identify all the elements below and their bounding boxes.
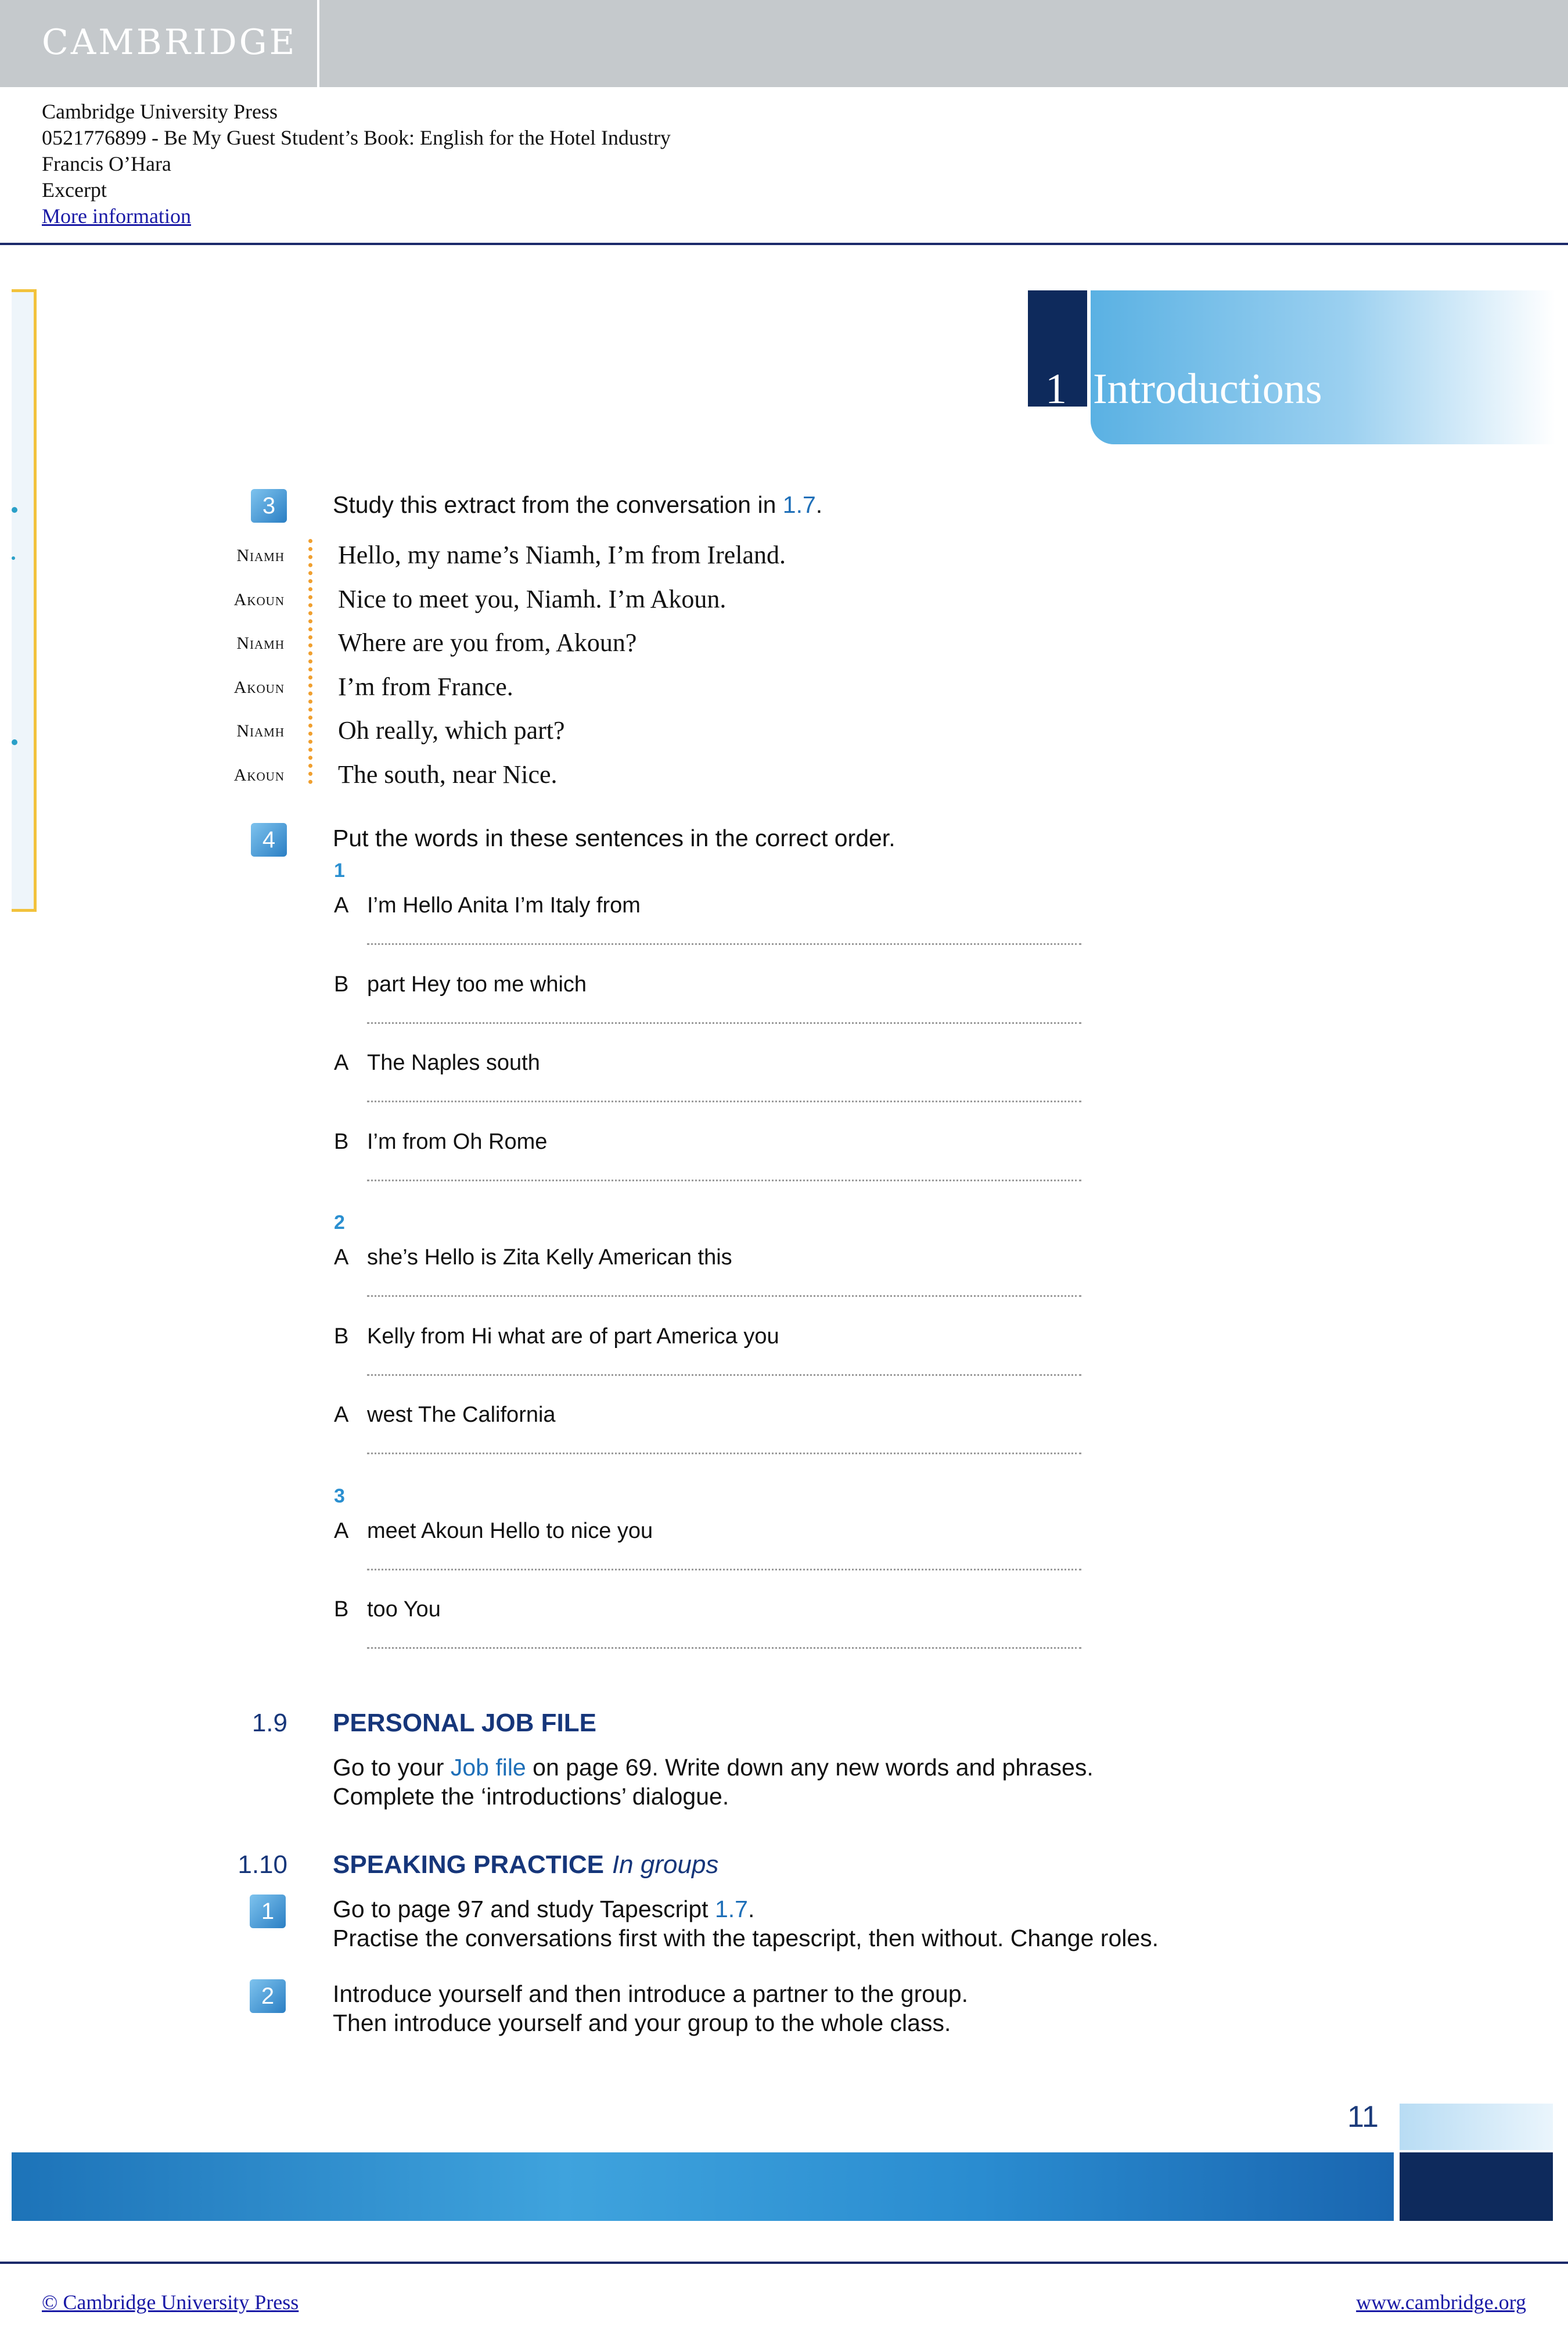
text: Go to your [333, 1754, 451, 1781]
dialogue-line: Oh really, which part? [338, 716, 565, 745]
answer-line[interactable] [367, 1180, 1081, 1181]
dialogue-line: Hello, my name’s Niamh, I’m from Ireland. [338, 541, 786, 569]
dialogue-line: Where are you from, Akoun? [338, 628, 637, 657]
item-letter: A [334, 1245, 349, 1270]
speaking-item-1-line1 [333, 1895, 754, 1924]
copyright-link[interactable]: © Cambridge University Press [42, 2291, 299, 2314]
dialogue-line: I’m from France. [338, 672, 513, 701]
dialogue-speaker: Niamh [236, 634, 285, 653]
dialogue-speaker: Akoun [233, 589, 285, 609]
job-file-link[interactable]: Job file [450, 1754, 526, 1781]
speaking-item-2-line2: Then introduce yourself and your group to the whole class. [333, 2010, 951, 2036]
answer-line[interactable] [367, 1022, 1081, 1024]
instruction-text: . [815, 491, 823, 518]
dialogue-speaker: Niamh [236, 721, 285, 740]
item-group-number: 1 [334, 860, 345, 882]
dialogue-line: Nice to meet you, Niamh. I’m Akoun. [338, 584, 727, 613]
section-title-personal-job-file: PERSONAL JOB FILE [333, 1709, 596, 1737]
item-letter: B [334, 1597, 349, 1622]
scrambled-sentence: I’m Hello Anita I’m Italy from [367, 893, 641, 918]
dialogue-speaker: Akoun [233, 765, 285, 785]
item-letter: A [334, 1403, 349, 1427]
item-letter: A [334, 893, 349, 918]
speaking-item-1-line2: Practise the conversations first with the tapescript, then without. Change roles. [333, 1925, 1159, 1951]
text: on page 69. Write down any new words and phrases. [526, 1754, 1094, 1781]
answer-line[interactable] [367, 943, 1081, 945]
section-title-speaking-practice [333, 1850, 718, 1879]
exercise-badge-4: 4 [251, 823, 287, 857]
excerpt-label: Excerpt [42, 178, 107, 202]
text: Go to page 97 and study Tapescript [333, 1896, 715, 1922]
section-1-9-text-line1 [333, 1753, 1094, 1782]
scrambled-sentence: too You [367, 1597, 441, 1622]
item-letter: B [334, 1324, 349, 1349]
exercise-3-instruction [333, 490, 822, 520]
strip-dot [12, 507, 17, 513]
scrambled-sentence: part Hey too me which [367, 972, 587, 997]
chapter-title: Introductions [1093, 365, 1322, 413]
strip-dot [12, 739, 17, 745]
speaking-item-2-line1: Introduce yourself and then introduce a partner to the group. [333, 1980, 969, 2007]
section-number-1-10: 1.10 [238, 1850, 287, 1879]
page-edge-strip [12, 289, 37, 912]
item-letter: A [334, 1051, 349, 1075]
item-letter: B [334, 1129, 349, 1154]
dialogue-speaker: Niamh [236, 546, 285, 565]
scrambled-sentence: I’m from Oh Rome [367, 1129, 548, 1154]
isbn-title: 0521776899 - Be My Guest Student’s Book: English for the Hotel Industry [42, 126, 671, 149]
exercise-badge-3: 3 [251, 489, 287, 523]
scrambled-sentence: The Naples south [367, 1051, 540, 1075]
more-information-link[interactable]: More information [42, 204, 191, 228]
section-1-9-text-line2: Complete the ‘introductions’ dialogue. [333, 1783, 729, 1810]
text: . [747, 1896, 755, 1922]
author: Francis O’Hara [42, 152, 171, 175]
dialogue-speaker: Akoun [233, 677, 285, 697]
section-number-1-9: 1.9 [251, 1709, 287, 1737]
instruction-text: Study this extract from the conversation in [333, 491, 783, 518]
answer-line[interactable] [367, 1295, 1081, 1297]
item-letter: A [334, 1518, 349, 1543]
item-group-number: 3 [334, 1484, 345, 1507]
answer-line[interactable] [367, 1374, 1081, 1376]
website-link[interactable]: www.cambridge.org [1356, 2291, 1526, 2314]
scrambled-sentence: Kelly from Hi what are of part America you [367, 1324, 779, 1349]
page-number: 11 [1347, 2100, 1379, 2134]
page-number-box [1400, 2104, 1553, 2150]
answer-line[interactable] [367, 1569, 1081, 1570]
answer-line[interactable] [367, 1101, 1081, 1102]
exercise-4-instruction: Put the words in these sentences in the correct order. [333, 825, 896, 851]
answer-line[interactable] [367, 1453, 1081, 1454]
section-subtitle: In groups [612, 1850, 719, 1879]
answer-line[interactable] [367, 1647, 1081, 1649]
item-group-number: 2 [334, 1212, 345, 1234]
book-metadata [42, 99, 671, 229]
tapescript-ref: 1.7 [714, 1896, 748, 1922]
item-letter: B [334, 972, 349, 997]
scrambled-sentence: she’s Hello is Zita Kelly American this [367, 1245, 732, 1270]
section-title: SPEAKING PRACTICE [333, 1850, 604, 1879]
cambridge-logo: CAMBRIDGE [42, 22, 297, 63]
chapter-number: 1 [1045, 365, 1067, 413]
footer-divider [0, 2262, 1568, 2264]
dialogue-line: The south, near Nice. [338, 760, 558, 789]
speaking-badge-2: 2 [250, 1979, 286, 2013]
tapescript-ref: 1.7 [782, 491, 816, 518]
publisher: Cambridge University Press [42, 100, 278, 123]
footer-band [12, 2152, 1394, 2221]
footer-band-dark [1400, 2152, 1553, 2221]
dialogue-divider [308, 539, 312, 784]
scrambled-sentence: meet Akoun Hello to nice you [367, 1518, 653, 1543]
speaking-badge-1: 1 [250, 1895, 286, 1928]
strip-dot [12, 556, 15, 560]
header-divider [0, 243, 1568, 245]
scrambled-sentence: west The California [367, 1403, 556, 1427]
